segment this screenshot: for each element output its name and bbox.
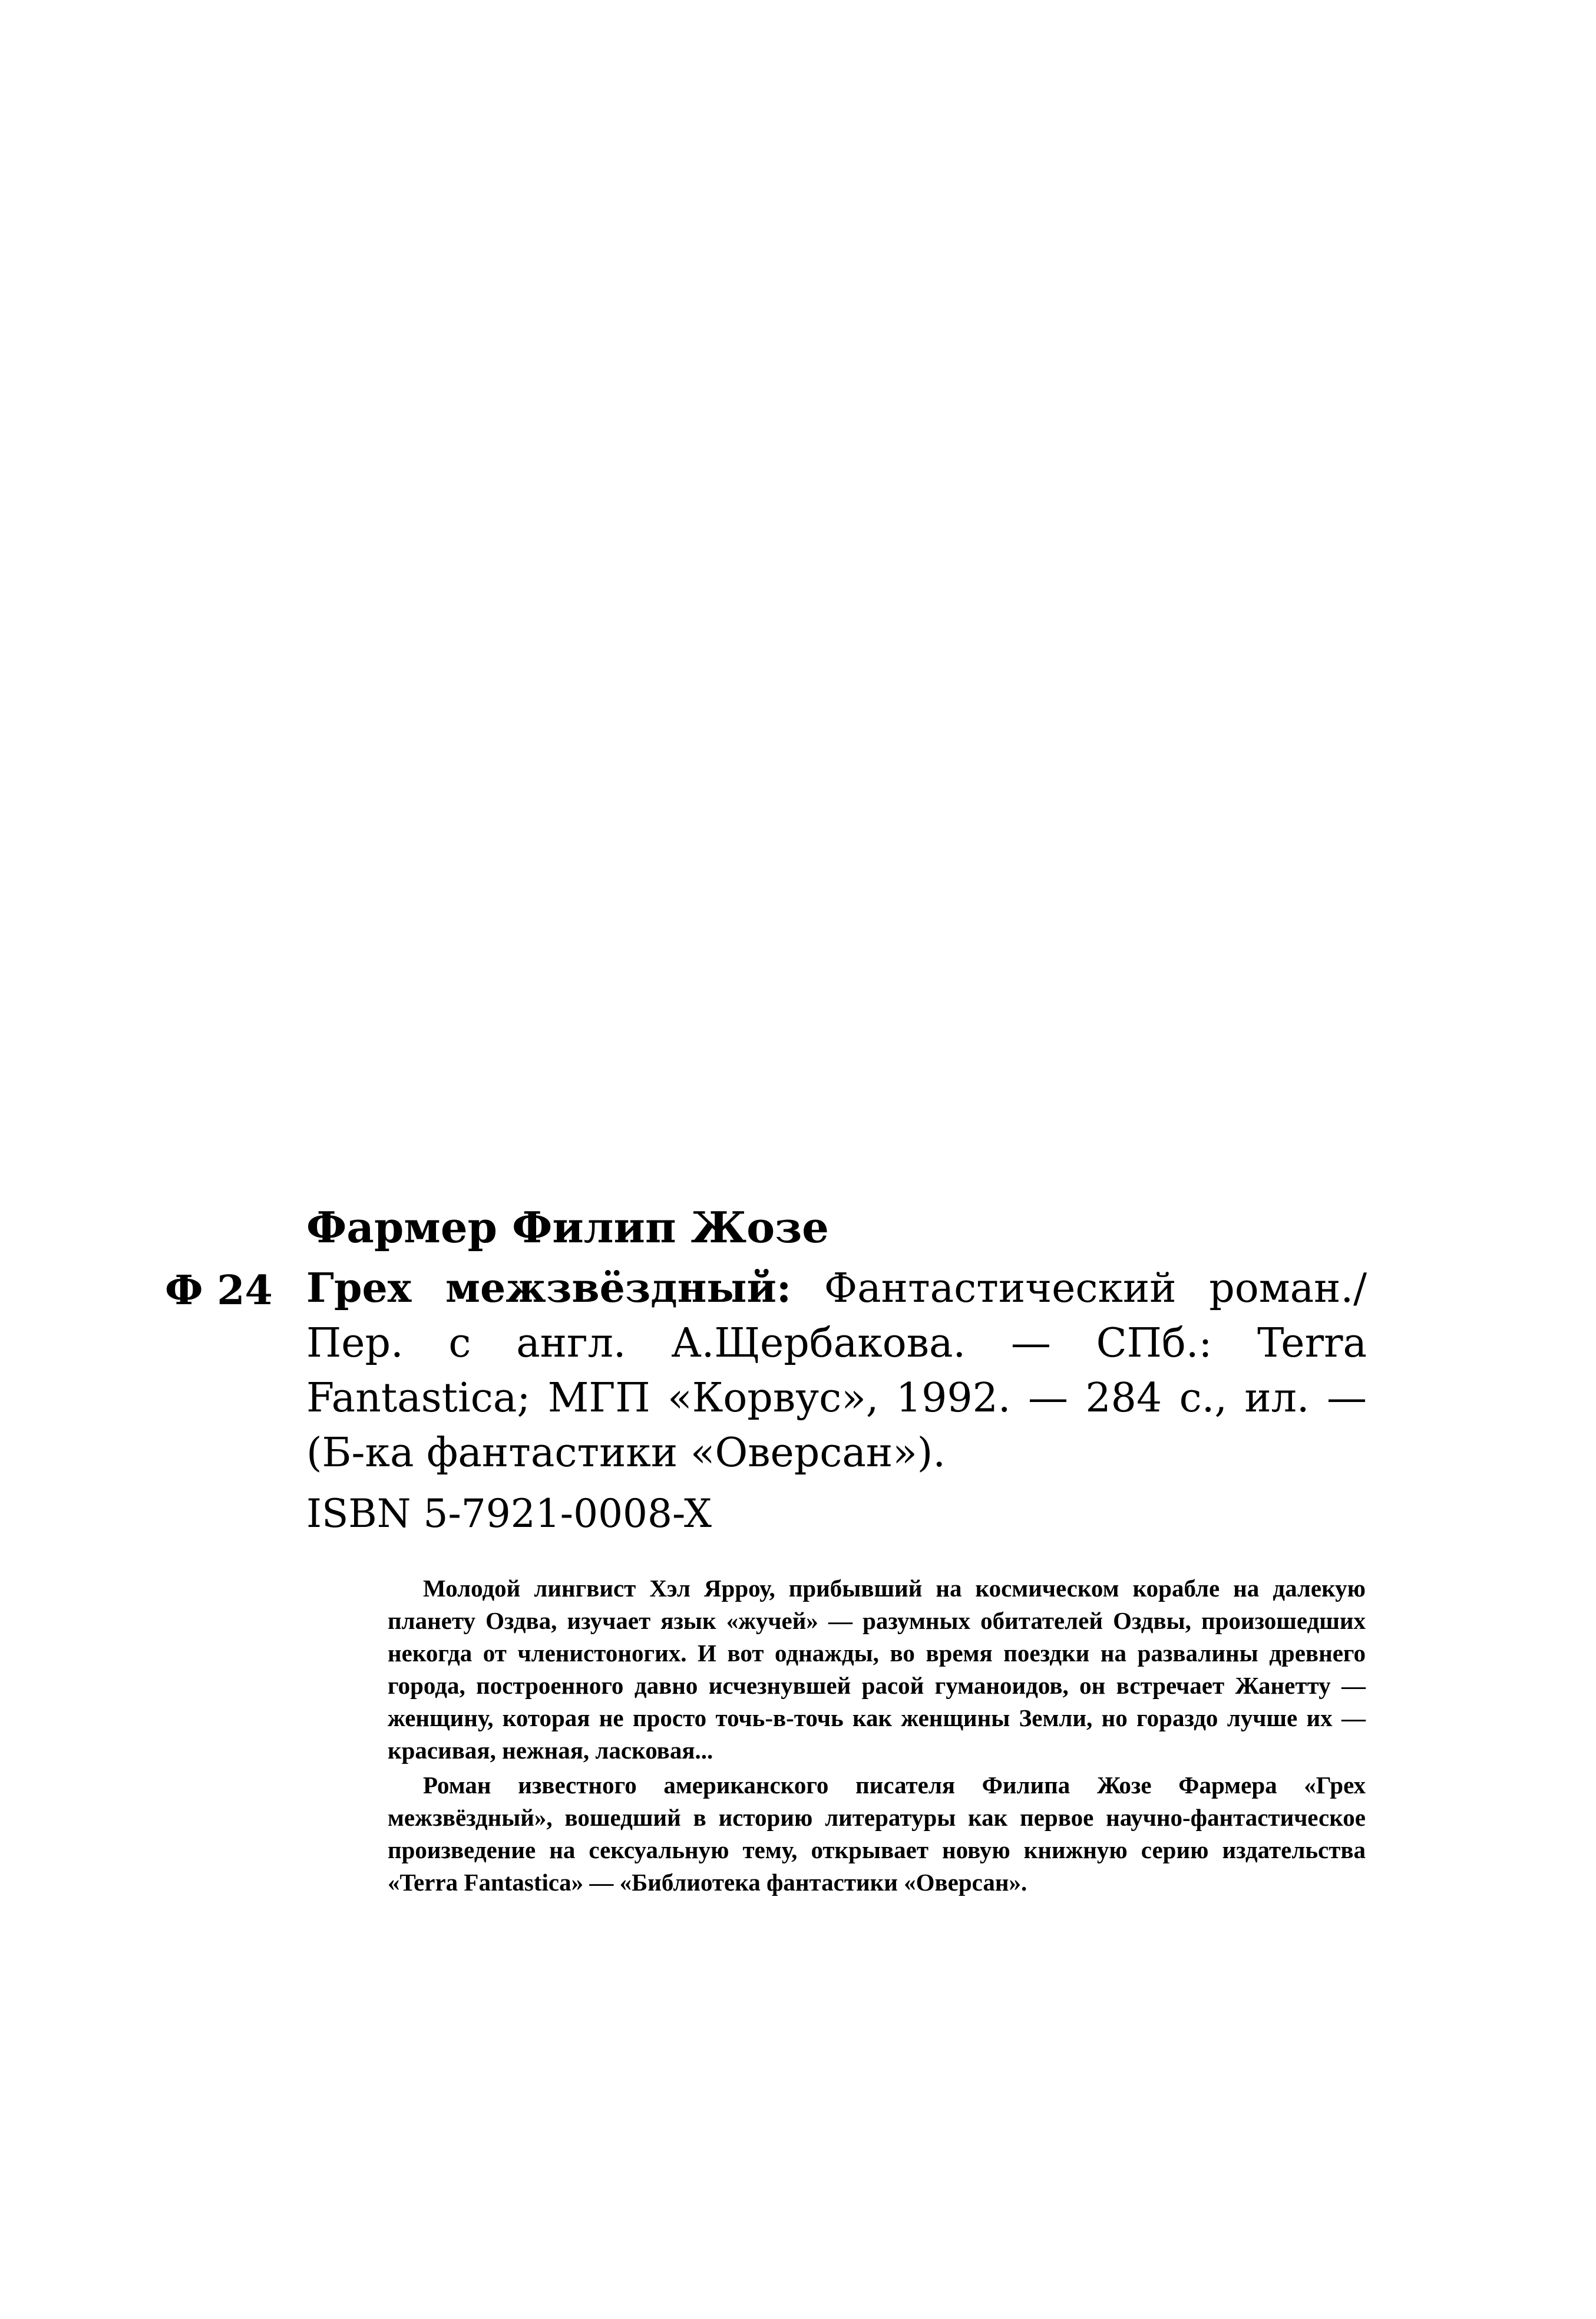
author-heading: Фармер Филип Жозе (306, 1202, 829, 1252)
classification-code: Ф 24 (165, 1267, 273, 1314)
isbn: ISBN 5-7921-0008-X (306, 1491, 712, 1536)
bibliographic-description: Фантастический роман./ Пер. с англ. А.Щербакова. — СПб.: Terra Fantastica; МГП «Корвус», 1992. — 284 с., ил. — (Б-ка фантастики «Оверсан»). (306, 1265, 1367, 1476)
annotation-paragraph-1: Молодой лингвист Хэл Ярроу, прибывший на космическом корабле на далекую планету Оздва, изучает язык «жучей» — разумных обитателей Оздвы, произошедших некогда от членистоногих. И вот однажды, во время поездки на развалины древнего города, построенного давно исчезнувшей расой гуманоидов, он встречает Жанетту — женщину, которая не просто точь-в-точь как женщины Земли, но гораздо лучше их — красивая, нежная, ласковая... (388, 1575, 1366, 1764)
annotation-paragraph-2: Роман известного американского писателя Филипа Жозе Фармера «Грех межзвёздный», вошедший в историю литературы как первое научно-фантастическое произведение на сексуальную тему, открывает новую книжную серию издательства «Terra Fantastica» — «Библиотека фантастики «Оверсан». (388, 1772, 1366, 1896)
annotation (388, 1572, 1366, 1899)
bibliographic-entry (306, 1261, 1367, 1480)
book-title: Грех межзвёздный: (306, 1265, 792, 1312)
